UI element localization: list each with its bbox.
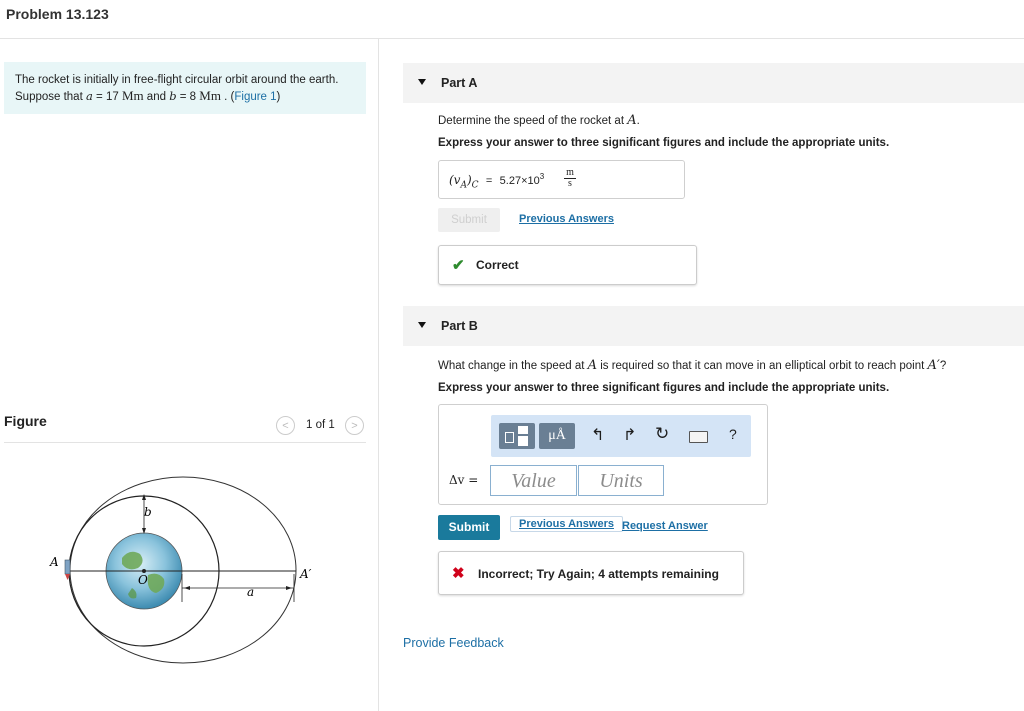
part-b-previous-answers-link[interactable]: Previous Answers [510,516,623,532]
and-text: and [143,91,170,103]
part-a-var: A [627,113,637,128]
a-arrow-left [184,586,190,590]
units-input[interactable]: Units [578,465,664,496]
figure-link[interactable]: Figure 1 [234,91,277,103]
eq-a: = 17 [92,91,122,103]
part-b-header[interactable] [403,306,1024,346]
part-b-submit-button[interactable]: Submit [438,515,500,540]
part-b-question-mid: is required so that it can move in an elliptical orbit to reach point [597,360,928,372]
answer-equals: = [485,175,493,187]
close-paren: ) [276,91,281,103]
var-a: a [85,89,93,103]
label-O: O [138,573,148,587]
answer-value: 5.27×10 [499,175,540,187]
request-answer-link[interactable]: Request Answer [622,520,708,532]
incorrect-text: Incorrect; Try Again; 4 attempts remaining [478,567,719,581]
a-arrow-right [286,586,292,590]
orbit-figure [40,470,340,670]
label-b: b [144,505,152,519]
equation-toolbar [491,415,751,457]
part-a-question-text: Determine the speed of the rocket at [438,115,628,127]
eq-b: = 8 [176,91,200,103]
unit-denominator: s [564,178,576,189]
var-b: b [169,89,177,103]
unit-a: Mm [121,88,144,103]
answer-exponent: 3 [539,172,545,181]
part-a-feedback [438,245,697,285]
page-title: Problem 13.123 [6,6,109,22]
help-icon[interactable]: ? [729,426,737,442]
part-b-question-text: What change in the speed at [438,360,588,372]
part-b-instruction: Express your answer to three significant figures and include the appropriate units. [438,382,890,394]
value-input[interactable]: Value [490,465,577,496]
header-divider [0,38,1024,39]
redo-icon[interactable]: ↱ [623,427,637,444]
answer-lhs-close: ) [466,173,472,187]
figure-heading: Figure [4,413,47,429]
part-b-label: Part B [441,319,478,333]
part-a-period: . [636,115,640,127]
label-A-prime: A′ [300,567,312,581]
part-a-question [438,113,640,128]
problem-statement [4,62,366,114]
part-a-header[interactable] [403,63,1024,103]
part-b-question-end: ? [939,360,947,372]
next-figure-button[interactable]: > [345,416,364,435]
correct-text: Correct [476,258,519,272]
units-button[interactable]: μÅ [539,423,575,449]
collapse-triangle-icon[interactable] [418,322,426,328]
part-b-var: A [587,358,597,373]
problem-text: The rocket is initially in free-flight circular orbit around the earth. Suppose that [15,74,339,103]
keyboard-icon[interactable] [689,431,708,443]
part-b-var2: A′ [927,358,940,373]
delta-v-label: Δv = [449,473,479,487]
prev-figure-button[interactable]: < [276,416,295,435]
template-box-icon [505,432,514,443]
answer-unit [564,168,576,189]
undo-icon[interactable]: ↰ [591,427,605,444]
column-divider [378,38,379,711]
unit-b: Mm [199,88,221,103]
figure-divider [4,442,366,443]
template-sq-icon [518,426,528,434]
label-A: A [50,555,59,569]
x-icon: ✖ [452,565,465,582]
part-a-answer-box [438,160,685,199]
label-a: a [247,585,255,599]
part-a-previous-answers-link[interactable]: Previous Answers [519,213,614,225]
part-a-label: Part A [441,76,478,90]
dot-text: . ( [220,91,235,103]
reset-icon[interactable]: ↻ [655,424,670,443]
templates-button[interactable] [499,423,535,449]
part-a-submit-button[interactable]: Submit [438,208,500,232]
part-b-feedback [438,551,744,595]
answer-lhs-sub2: C [471,180,479,191]
part-a-instruction: Express your answer to three significant figures and include the appropriate units. [438,137,890,149]
check-icon: ✔ [452,257,465,274]
figure-pager: 1 of 1 [306,419,335,431]
answer-lhs: (v [449,173,461,187]
provide-feedback-link[interactable]: Provide Feedback [403,636,504,650]
unit-numerator: m [566,167,574,178]
answer-lhs-sub: A [460,180,467,191]
template-sq-icon [518,436,528,446]
rocket-icon [65,560,70,574]
part-b-question [438,358,946,373]
b-arrow-top [142,494,146,500]
collapse-triangle-icon[interactable] [418,79,426,85]
